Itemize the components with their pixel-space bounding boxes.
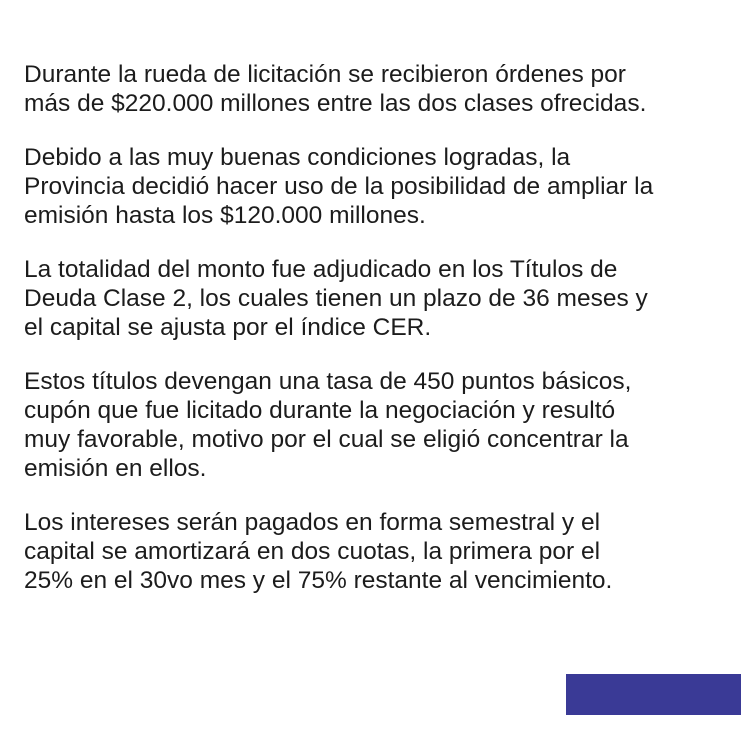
text-line: emisión en ellos. bbox=[24, 455, 207, 482]
text-line: Deuda Clase 2, los cuales tienen un plazo de 36 meses y bbox=[24, 285, 648, 312]
text-line: capital se amortizará en dos cuotas, la primera por el bbox=[24, 538, 601, 565]
text-line: 25% en el 30vo mes y el 75% restante al vencimiento. bbox=[24, 567, 613, 594]
accent-block bbox=[566, 674, 741, 715]
text-line: Provincia decidió hacer uso de la posibilidad de ampliar la bbox=[24, 173, 654, 200]
text-line: el capital se ajusta por el índice CER. bbox=[24, 314, 432, 341]
paragraph-issuance-expansion bbox=[24, 143, 740, 230]
text-line: Durante la rueda de licitación se recibieron órdenes por bbox=[24, 61, 626, 88]
text-line: Debido a las muy buenas condiciones logradas, la bbox=[24, 144, 571, 171]
text-line: Estos títulos devengan una tasa de 450 puntos básicos, bbox=[24, 368, 632, 395]
text-line: emisión hasta los $120.000 millones. bbox=[24, 202, 426, 229]
text-line: Los intereses serán pagados en forma semestral y el bbox=[24, 509, 601, 536]
paragraph-coupon-rate bbox=[24, 367, 740, 483]
paragraph-payment-schedule bbox=[24, 508, 740, 595]
text-line: cupón que fue licitado durante la negociación y resultó bbox=[24, 397, 616, 424]
document-body bbox=[24, 60, 740, 620]
paragraph-auction-orders bbox=[24, 60, 740, 118]
text-line: más de $220.000 millones entre las dos clases ofrecidas. bbox=[24, 90, 647, 117]
text-line: La totalidad del monto fue adjudicado en los Títulos de bbox=[24, 256, 618, 283]
paragraph-allocation bbox=[24, 255, 740, 342]
text-line: muy favorable, motivo por el cual se eligió concentrar la bbox=[24, 426, 629, 453]
